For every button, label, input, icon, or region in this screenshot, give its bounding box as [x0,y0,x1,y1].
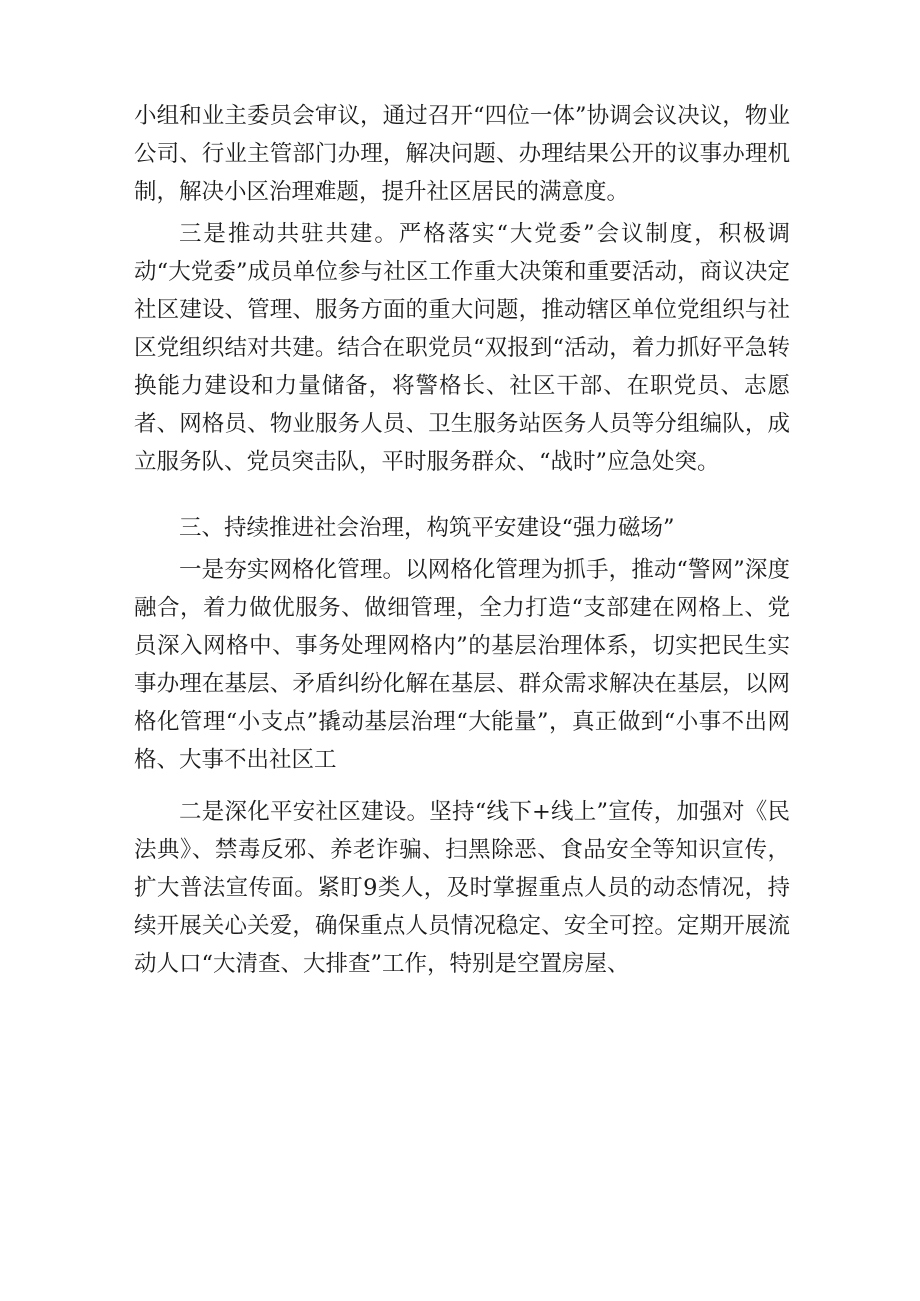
paragraph-grid-management: 一是夯实网格化管理。以网格化管理为抓手，推动“警网”深度融合，着力做优服务、做细管理，全力打造“支部建在网格上、党员深入网格中、事务处理网格内”的基层治理体系，切实把民生实事办理在基层、矛盾纠纷化解在基层、群众需求解决在基层，以网格化管理“小支点”撬动基层治理“大能量”，真正做到“小事不出网格、大事不出社区工 [134,557,790,773]
paragraph-safe-community: 二是深化平安社区建设。坚持“线下+线上”宣传，加强对《民法典》、禁毒反邪、养老诈骗、扫黑除恶、食品安全等知识宣传，扩大普法宣传面。紧盯9类人，及时掌握重点人员的动态情况，持续开展关心关爱，确保重点人员情况稳定、安全可控。定期开展流动人口“大清查、大排查”工作，特别是空置房屋、 [134,799,790,977]
document-body [134,97,790,983]
paragraph-co-construction: 三是推动共驻共建。严格落实“大党委”会议制度，积极调动“大党委”成员单位参与社区工作重大决策和重要活动，商议决定社区建设、管理、服务方面的重大问题，推动辖区单位党组织与社区党组织结对共建。结合在职党员“双报到“活动，着力抓好平急转换能力建设和力量储备，将警格长、社区干部、在职党员、志愿者、网格员、物业服务人员、卫生服务站医务人员等分组编队，成立服务队、党员突击队，平时服务群众、“战时”应急处突。 [134,221,790,475]
paragraph-continuation: 小组和业主委员会审议，通过召开“四位一体”协调会议决议，物业公司、行业主管部门办理，解决问题、办理结果公开的议事办理机制，解决小区治理难题，提升社区居民的满意度。 [134,103,790,205]
section-heading: 三、持续推进社会治理，构筑平安建设“强力磁场” [179,515,675,541]
